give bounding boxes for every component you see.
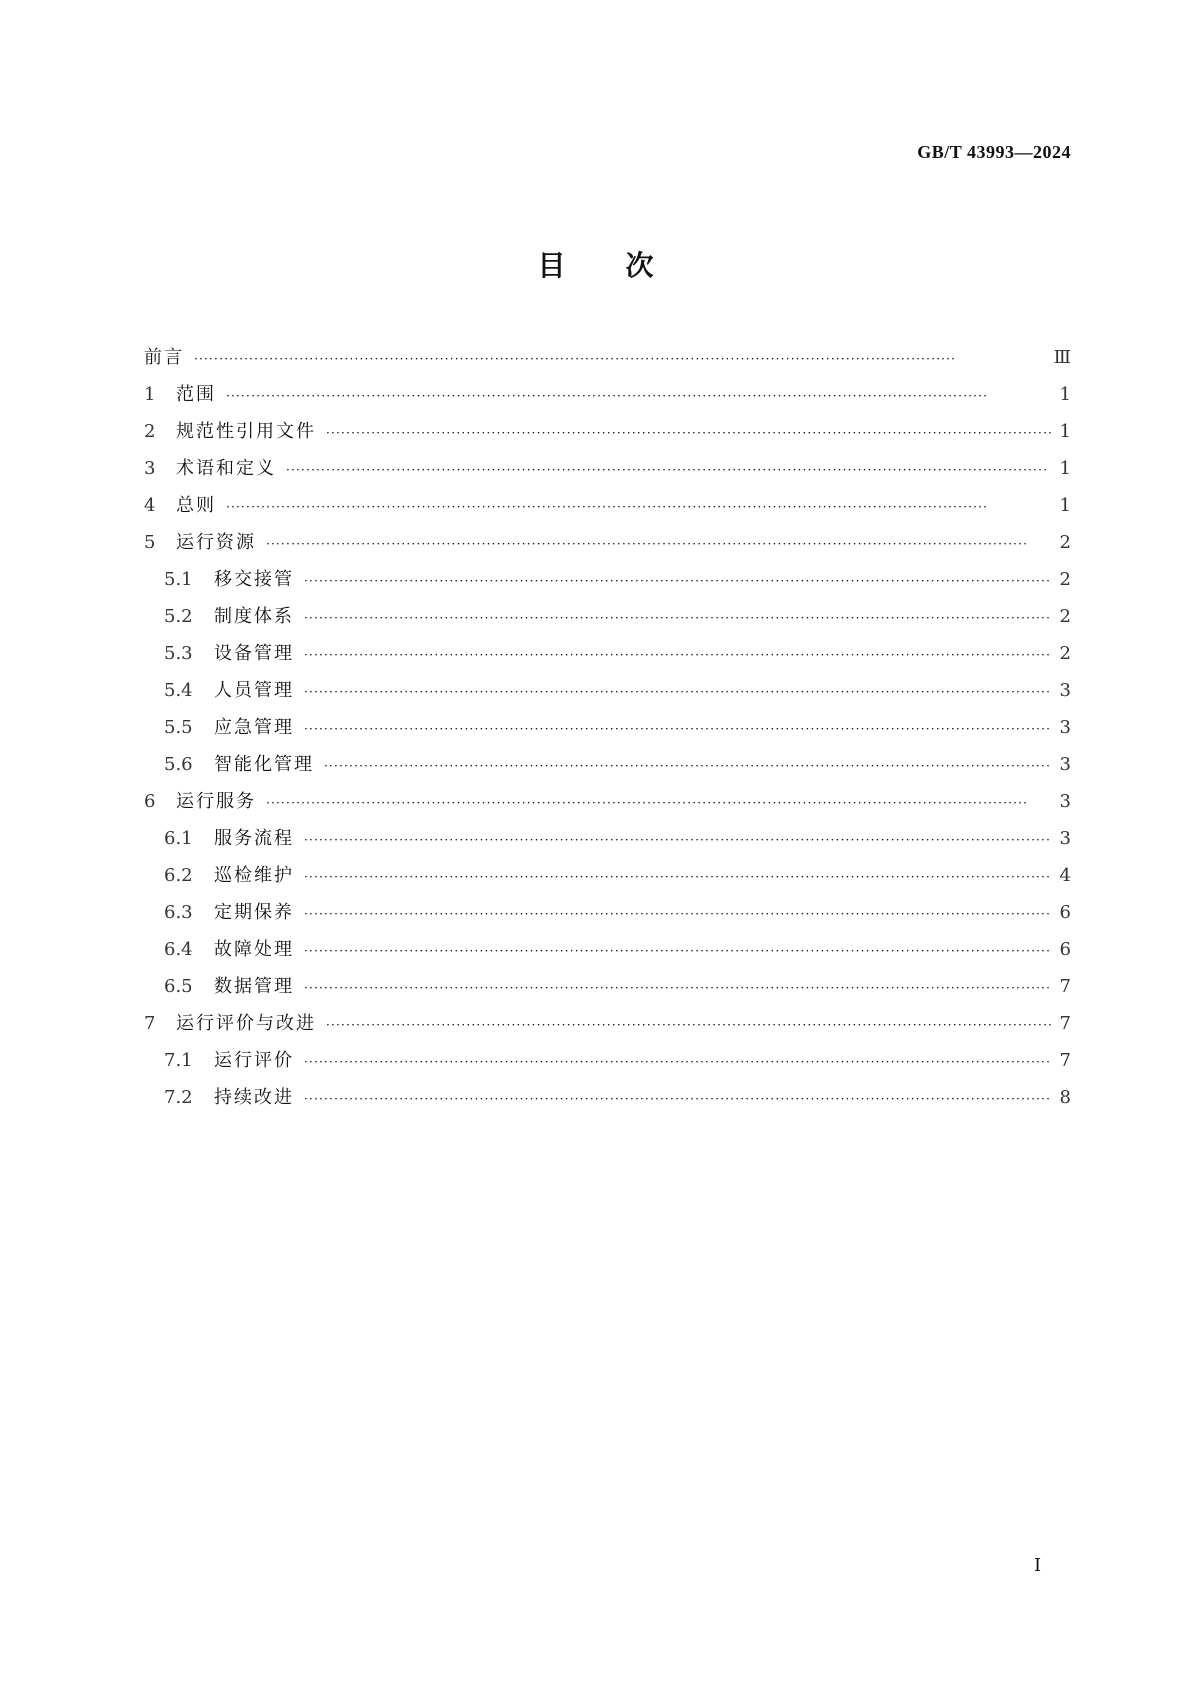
toc-entry-number: 6.2 [164, 865, 193, 886]
dot-leader [304, 648, 1052, 662]
dot-leader [286, 463, 1052, 477]
toc-entry-page: 3 [1059, 717, 1071, 738]
toc-entry-page: 7 [1059, 1013, 1071, 1034]
toc-entry-label: 人员管理 [214, 680, 294, 701]
dot-leader [326, 1018, 1052, 1032]
toc-entry-number: 6.3 [164, 902, 193, 923]
toc-entry-number: 5.1 [164, 569, 193, 590]
toc-entry-page: 2 [1059, 532, 1071, 553]
dot-leader [304, 944, 1052, 958]
toc-entry-page: 7 [1059, 976, 1071, 997]
toc-entry[interactable] [144, 417, 1071, 454]
toc-entry-label: 总则 [176, 495, 216, 516]
toc-entry[interactable] [144, 935, 1071, 972]
toc-entry-label: 巡检维护 [214, 865, 294, 886]
toc-entry-label: 运行评价 [214, 1050, 294, 1071]
toc-entry-page: 1 [1059, 495, 1071, 516]
toc-entry[interactable] [144, 1046, 1071, 1083]
toc-entry-number: 7.1 [164, 1050, 193, 1071]
toc-entry-number: 5.4 [164, 680, 193, 701]
page-title [0, 244, 1191, 284]
toc-entry[interactable] [144, 713, 1071, 750]
toc-entry-label: 应急管理 [214, 717, 294, 738]
toc-entry-label: 定期保养 [214, 902, 294, 923]
dot-leader [304, 1055, 1052, 1069]
toc-entry-page: 2 [1059, 606, 1071, 627]
toc-entry-page: 6 [1059, 902, 1071, 923]
toc-entry[interactable] [144, 380, 1071, 417]
toc-entry-number: 5.3 [164, 643, 193, 664]
toc-entry-page: 1 [1059, 458, 1071, 479]
dot-leader [326, 426, 1052, 440]
toc-entry[interactable] [144, 1083, 1071, 1120]
toc-entry-page: 3 [1059, 680, 1071, 701]
dot-leader [266, 796, 1052, 810]
dot-leader [304, 833, 1052, 847]
toc-entry-label: 移交接管 [214, 569, 294, 590]
toc-entry-label: 前言 [144, 347, 184, 368]
table-of-contents [144, 343, 1071, 1120]
toc-entry-label: 运行资源 [176, 532, 256, 553]
toc-entry-number: 7.2 [164, 1087, 193, 1108]
dot-leader [324, 759, 1052, 773]
title-char-2: 次 [625, 249, 654, 282]
dot-leader [304, 722, 1052, 736]
toc-entry-label: 智能化管理 [214, 754, 314, 775]
toc-entry-page: 1 [1059, 384, 1071, 405]
toc-entry-number: 5.2 [164, 606, 193, 627]
toc-entry[interactable] [144, 676, 1071, 713]
toc-entry-page: 4 [1059, 865, 1071, 886]
toc-entry-number: 1 [144, 384, 156, 405]
toc-entry-page: 3 [1059, 828, 1071, 849]
toc-entry-label: 故障处理 [214, 939, 294, 960]
dot-leader [304, 1092, 1052, 1106]
toc-entry-label: 数据管理 [214, 976, 294, 997]
toc-entry-label: 制度体系 [214, 606, 294, 627]
toc-entry-label: 设备管理 [214, 643, 294, 664]
toc-entry[interactable] [144, 972, 1071, 1009]
dot-leader [226, 389, 1052, 403]
toc-entry[interactable] [144, 750, 1071, 787]
dot-leader [304, 981, 1052, 995]
toc-entry[interactable] [144, 824, 1071, 861]
toc-entry-label: 运行评价与改进 [176, 1013, 316, 1034]
toc-entry-label: 范围 [176, 384, 216, 405]
toc-entry[interactable] [144, 528, 1071, 565]
toc-entry-page: 8 [1059, 1087, 1071, 1108]
toc-entry[interactable] [144, 491, 1071, 528]
toc-entry-page: 1 [1059, 421, 1071, 442]
toc-entry-number: 6 [144, 791, 156, 812]
toc-entry-number: 3 [144, 458, 156, 479]
toc-entry[interactable] [144, 861, 1071, 898]
toc-entry-page: Ⅲ [1053, 347, 1071, 368]
toc-entry-number: 5.6 [164, 754, 193, 775]
toc-entry-label: 术语和定义 [176, 458, 276, 479]
toc-entry[interactable] [144, 343, 1071, 380]
toc-entry-page: 2 [1059, 643, 1071, 664]
standard-number: GB/T 43993—2024 [917, 142, 1071, 162]
dot-leader [304, 870, 1052, 884]
toc-entry[interactable] [144, 602, 1071, 639]
title-char-1: 目 [537, 249, 566, 282]
toc-entry-number: 4 [144, 495, 156, 516]
dot-leader [304, 611, 1052, 625]
dot-leader [194, 352, 1046, 366]
toc-entry-label: 持续改进 [214, 1087, 294, 1108]
toc-entry-label: 规范性引用文件 [176, 421, 316, 442]
toc-entry-page: 7 [1059, 1050, 1071, 1071]
toc-entry-page: 6 [1059, 939, 1071, 960]
toc-entry[interactable] [144, 639, 1071, 676]
toc-entry-page: 3 [1059, 791, 1071, 812]
page-number: I [1034, 1555, 1042, 1576]
toc-entry-page: 3 [1059, 754, 1071, 775]
dot-leader [226, 500, 1052, 514]
toc-entry-number: 5 [144, 532, 156, 553]
toc-entry[interactable] [144, 454, 1071, 491]
toc-entry-number: 2 [144, 421, 156, 442]
toc-entry-number: 6.5 [164, 976, 193, 997]
toc-entry-label: 运行服务 [176, 791, 256, 812]
dot-leader [266, 537, 1052, 551]
dot-leader [304, 574, 1052, 588]
toc-entry[interactable] [144, 898, 1071, 935]
toc-entry-number: 5.5 [164, 717, 193, 738]
toc-entry-number: 6.1 [164, 828, 193, 849]
dot-leader [304, 907, 1052, 921]
toc-entry[interactable] [144, 787, 1071, 824]
toc-entry-label: 服务流程 [214, 828, 294, 849]
toc-entry[interactable] [144, 565, 1071, 602]
toc-entry-number: 6.4 [164, 939, 193, 960]
dot-leader [304, 685, 1052, 699]
toc-entry-page: 2 [1059, 569, 1071, 590]
toc-entry[interactable] [144, 1009, 1071, 1046]
toc-entry-number: 7 [144, 1013, 156, 1034]
